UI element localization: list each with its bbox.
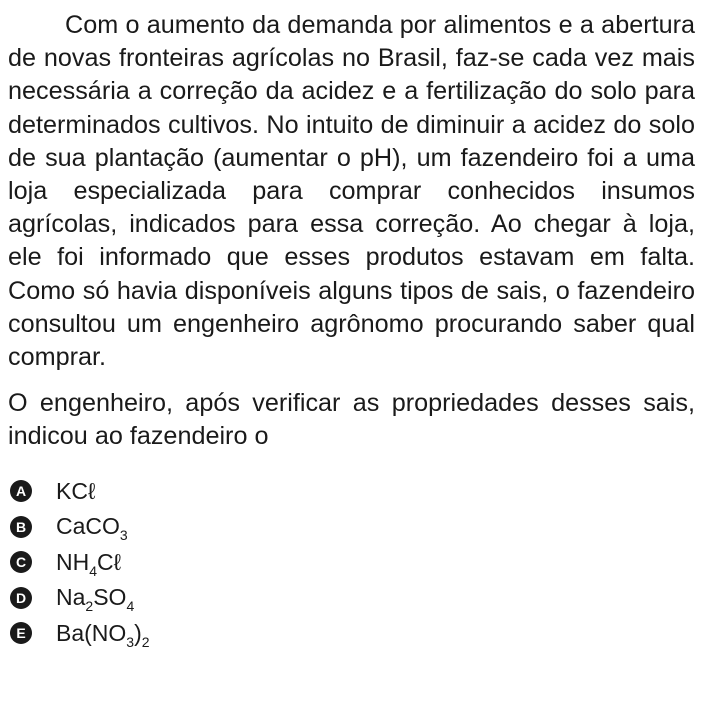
option-letter-badge: E — [10, 622, 32, 644]
option-formula: CaCO$_3$ — [56, 513, 128, 544]
context-paragraph: Com o aumento da demanda por alimentos e a abertura de novas fronteiras agrícolas no Brasil, faz-se cada vez mais necessária a correção da acidez e a fertilização do solo para determinados cultivos. No intuito de diminuir a acidez do solo de sua plantação (aumentar o pH), um fazendeiro foi a uma loja especializada para comprar conhecidos insumos agrícolas, indicados para essa correção. Ao chegar à loja, ele foi informado que esses produtos estavam em falta. Como só havia disponíveis alguns tipos de sais, o fazendeiro consultou um engenheiro agrônomo procurando saber qual comprar. — [8, 11, 695, 372]
option-letter-badge: A — [10, 480, 32, 502]
option-letter-badge: D — [10, 587, 32, 609]
option-a[interactable] — [8, 474, 695, 510]
option-formula: $Na_2SO_4$ — [56, 584, 135, 615]
answer-options — [8, 474, 695, 652]
option-letter-badge: C — [10, 551, 32, 573]
option-c[interactable] — [8, 545, 695, 581]
option-e[interactable] — [8, 616, 695, 652]
option-formula: $Ba(NO_3)_2$ — [56, 619, 150, 650]
option-letter-badge: B — [10, 516, 32, 538]
option-d[interactable] — [8, 580, 695, 616]
option-formula: $NH_4C\ell$ — [56, 548, 122, 579]
option-b[interactable] — [8, 509, 695, 545]
option-formula: KCℓ — [56, 477, 96, 504]
question-page — [8, 9, 695, 651]
question-stem: O engenheiro, após verificar as propriedades desses sais, indicou ao fazendeiro o — [8, 389, 695, 451]
